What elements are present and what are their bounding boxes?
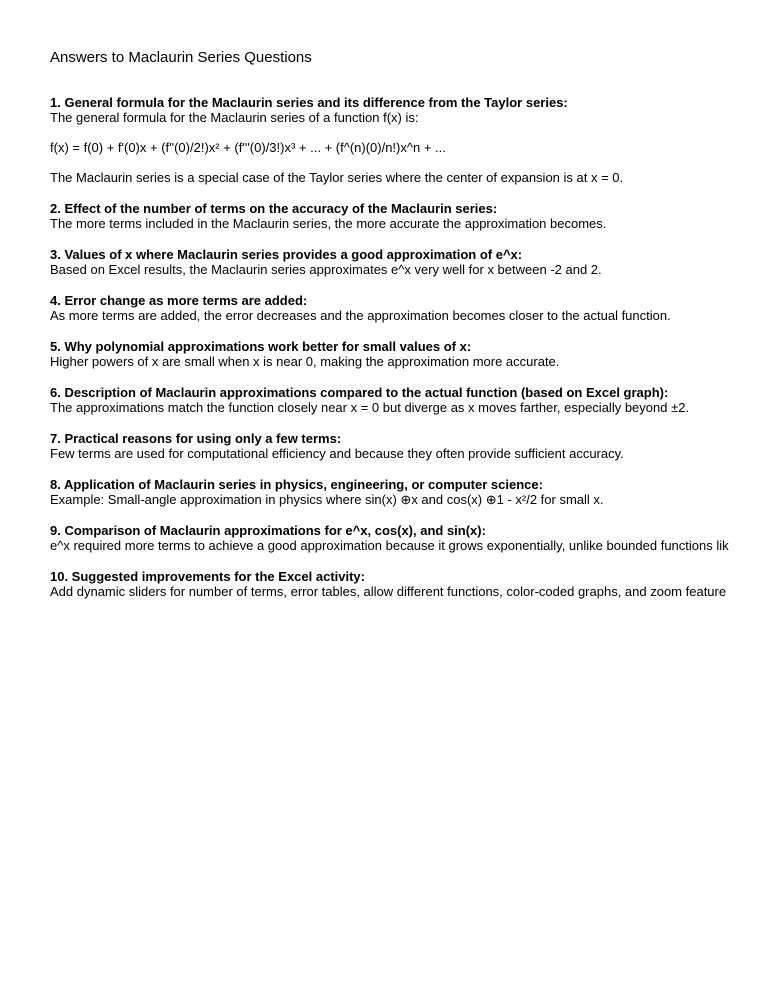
section-9-answer: e^x required more terms to achieve a good approximation because it grows exponentially, unlike bounded functions lik: [50, 538, 729, 553]
section-4-answer: As more terms are added, the error decreases and the approximation becomes closer to the actual function.: [50, 308, 671, 323]
section-2-question: 2. Effect of the number of terms on the accuracy of the Maclaurin series:: [50, 201, 498, 216]
section-1: [50, 95, 768, 185]
section-4-question: 4. Error change as more terms are added:: [50, 293, 308, 308]
section-3-question: 3. Values of x where Maclaurin series provides a good approximation of e^x:: [50, 247, 523, 262]
section-2: [50, 201, 768, 231]
section-5: [50, 339, 768, 369]
section-1-answer: The general formula for the Maclaurin series of a function f(x) is:: [50, 110, 419, 125]
section-5-answer: Higher powers of x are small when x is near 0, making the approximation more accurate.: [50, 354, 560, 369]
section-10-question: 10. Suggested improvements for the Excel activity:: [50, 569, 365, 584]
section-7-question: 7. Practical reasons for using only a few terms:: [50, 431, 342, 446]
section-7-answer: Few terms are used for computational efficiency and because they often provide sufficient accuracy.: [50, 446, 624, 461]
section-5-question: 5. Why polynomial approximations work better for small values of x:: [50, 339, 472, 354]
document-body: [50, 95, 768, 599]
section-6-question: 6. Description of Maclaurin approximations compared to the actual function (based on Excel graph):: [50, 385, 669, 400]
maclaurin-formula: f(x) = f(0) + f'(0)x + (f''(0)/2!)x² + (f'''(0)/3!)x³ + ... + (f^(n)(0)/n!)x^n + ...: [50, 140, 446, 155]
section-2-answer: The more terms included in the Maclaurin series, the more accurate the approximation becomes.: [50, 216, 607, 231]
section-3: [50, 247, 768, 277]
section-6: [50, 385, 768, 415]
section-1-question: 1. General formula for the Maclaurin series and its difference from the Taylor series:: [50, 95, 568, 110]
document-title: Answers to Maclaurin Series Questions: [50, 49, 312, 66]
section-10-answer: Add dynamic sliders for number of terms, error tables, allow different functions, color-coded graphs, and zoom feature: [50, 584, 727, 599]
section-9-question: 9. Comparison of Maclaurin approximations for e^x, cos(x), and sin(x):: [50, 523, 486, 538]
section-9: [50, 523, 768, 553]
section-3-answer: Based on Excel results, the Maclaurin series approximates e^x very well for x between -2 and 2.: [50, 262, 602, 277]
section-8-question: 8. Application of Maclaurin series in physics, engineering, or computer science:: [50, 477, 543, 492]
section-7: [50, 431, 768, 461]
section-6-answer: The approximations match the function closely near x = 0 but diverge as x moves farther, especially beyond ±2.: [50, 400, 690, 415]
section-1-note: The Maclaurin series is a special case of the Taylor series where the center of expansion is at x = 0.: [50, 170, 624, 185]
section-8: [50, 477, 768, 507]
section-10: [50, 569, 768, 599]
section-4: [50, 293, 768, 323]
section-8-answer: Example: Small-angle approximation in physics where sin(x) ⊕x and cos(x) ⊕1 - x²/2 for small x.: [50, 492, 604, 507]
